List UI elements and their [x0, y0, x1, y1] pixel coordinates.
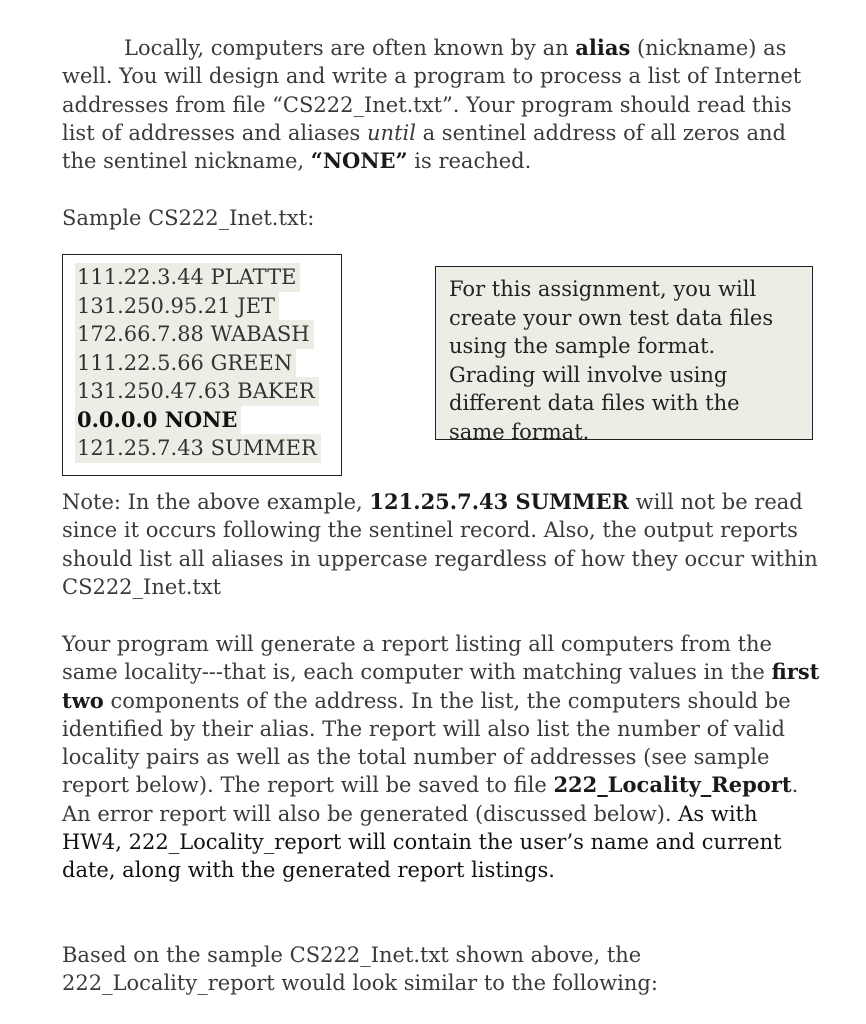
intro-text-1: Locally, computers are often known by an	[124, 36, 576, 60]
sample-line: 111.22.5.66 GREEN	[75, 349, 296, 378]
sample-line-row	[75, 377, 341, 406]
callout-note-box	[435, 266, 813, 444]
closing-paragraph: Based on the sample CS222_Inet.txt shown above, the 222_Locality_report would look similar to the following:	[62, 943, 658, 996]
sample-line-row	[75, 349, 341, 378]
sample-line-row	[75, 406, 341, 435]
sample-heading: Sample CS222_Inet.txt:	[62, 206, 315, 230]
report-text-2: components of the address. In the list, the computers should be identified by their alias. The report will also list the number of valid locality pairs as well as the total number of addresses (see sample report below). The report will be saved to file	[62, 688, 791, 798]
intro-italic-until: until	[367, 120, 416, 145]
note-text-2: will not be read since it occurs following the sentinel record. Also, the output reports should list all aliases in uppercase regardless of how they occur within CS222_Inet.txt	[62, 490, 818, 599]
report-bold-filename: 222_Locality_Report	[553, 772, 792, 798]
intro-text-4: is reached.	[407, 149, 532, 174]
report-bold-first-two: first two	[62, 659, 820, 713]
note-paragraph	[62, 488, 822, 601]
intro-text-2: (nickname) as well. You will design and write a program to process a list of Internet addresses from file “CS222_Inet.txt”. Your program should read this list of addresses and aliases	[62, 36, 802, 145]
report-text-4: As with HW4, 222_Locality_report will contain the user’s name and current date, along with the generated report listings.	[62, 801, 782, 883]
sample-line: 131.250.95.21 JET	[75, 292, 279, 321]
intro-paragraph	[62, 34, 822, 175]
note-bold-record: 121.25.7.43 SUMMER	[369, 489, 629, 514]
sample-file-box	[62, 254, 342, 476]
sample-line: 121.25.7.43 SUMMER	[75, 434, 321, 463]
report-text-1: Your program will generate a report listing all computers from the same locality---that is, each computer with matching values in the	[62, 632, 772, 685]
callout-text: For this assignment, you will create your own test data files using the sample format. Grading will involve using different data files with the same format.	[449, 277, 774, 444]
sample-line: 131.250.47.63 BAKER	[75, 377, 319, 406]
intro-bold-none: “NONE”	[310, 148, 408, 174]
intro-text-3: a sentinel address of all zeros and the sentinel nickname,	[62, 120, 786, 174]
sample-line-row	[75, 434, 341, 463]
intro-bold-alias: alias	[575, 35, 631, 60]
sample-line-row	[75, 263, 341, 292]
note-text-1: Note: In the above example,	[62, 490, 370, 514]
sample-line-row	[75, 320, 341, 349]
report-text-3: . An error report will also be generated (discussed below).	[62, 773, 799, 826]
report-paragraph	[62, 630, 822, 885]
sample-line: 0.0.0.0 NONE	[75, 406, 241, 435]
sample-line: 111.22.3.44 PLATTE	[75, 263, 300, 292]
sample-line: 172.66.7.88 WABASH	[75, 320, 314, 349]
sample-line-row	[75, 292, 341, 321]
